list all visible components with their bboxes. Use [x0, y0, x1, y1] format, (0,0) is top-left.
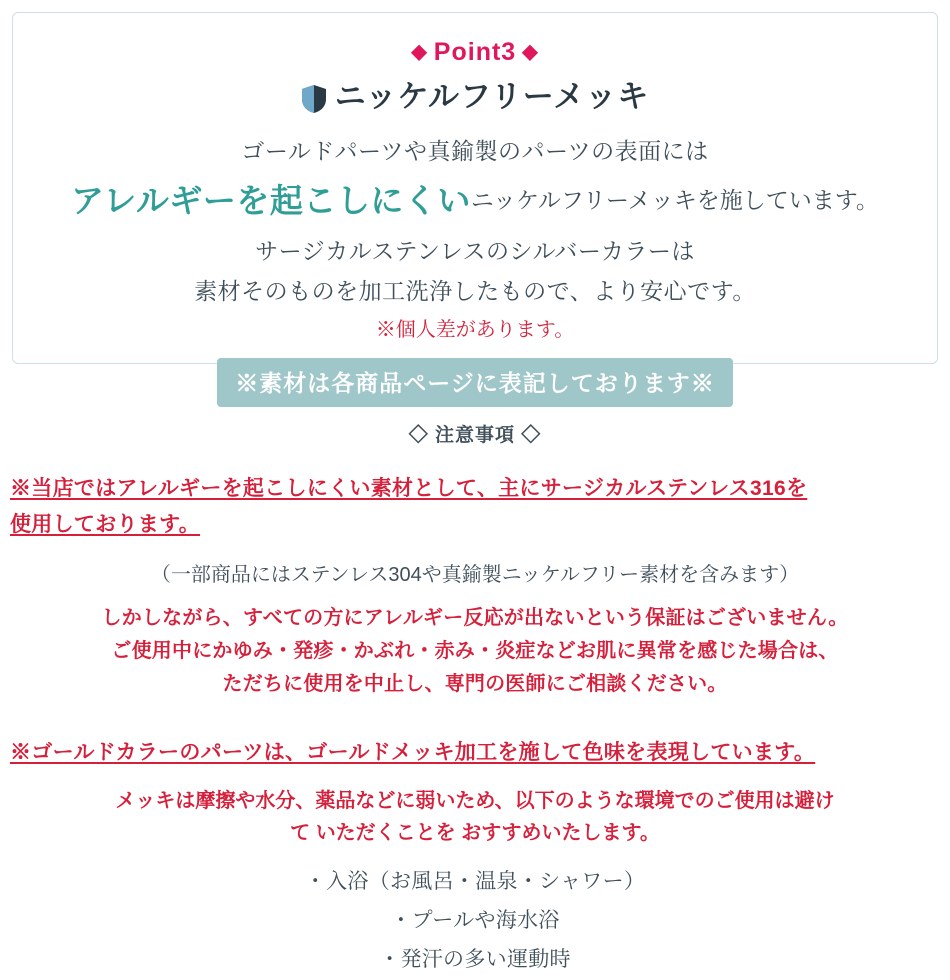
note-gold-sub-line2: いただくことを おすすめいたします。: [315, 822, 660, 845]
point3-line3: 素材そのものを加工洗浄したもので、より安心です。: [194, 278, 756, 305]
note-allergy-paragraph: [0, 602, 950, 701]
point3-individual-note: ※個人差があります。: [375, 318, 575, 341]
point3-emphasis-text: アレルギーを起こしにくい: [71, 181, 471, 219]
point3-heading: [13, 77, 937, 117]
point3-line1: ゴールドパーツや真鍮製のパーツの表面には: [241, 138, 709, 165]
point3-emphasis-tail: ニッケルフリーメッキを施しています。: [470, 186, 879, 213]
list-item: ・発汗の多い運動時: [379, 947, 571, 971]
note-allergy-headline-line2: 使用しております。: [10, 512, 201, 536]
note-allergy-para-line3: ただちに使用を中止し、専門の医師にご相談ください。: [222, 673, 728, 696]
note-allergy-headline: [0, 471, 950, 542]
shield-icon: [301, 84, 327, 114]
list-item: ・入浴（お風呂・温泉・シャワー）: [304, 870, 646, 894]
point3-title: [13, 37, 937, 67]
point3-title-text: Point3: [433, 38, 517, 66]
note-allergy-para-line1: しかしながら、すべての方にアレルギー反応が出ないという保証はございません。: [101, 607, 849, 630]
note-block-allergy: [0, 471, 950, 701]
note-gold-headline-text: ※ゴールドカラーのパーツは、ゴールドメッキ加工を施して色味を表現しています。: [10, 741, 816, 765]
note-block-gold: [0, 735, 950, 979]
notes-section: [0, 420, 950, 980]
point3-card: [12, 12, 938, 396]
note-gold-subtext: [115, 785, 835, 849]
point3-heading-text: ニッケルフリーメッキ: [334, 79, 650, 114]
note-allergy-headline-line1: ※当店ではアレルギーを起こしにくい素材として、主にサージカルステンレス316を: [10, 477, 808, 500]
note-gold-sub-line1: メッキは摩擦や水分、薬品などに弱いため、以下のような環境でのご使用は避けて: [115, 790, 835, 845]
note-gold-headline: [0, 735, 950, 771]
point3-line2: サージカルステンレスのシルバーカラーは: [255, 238, 695, 265]
diamond-right-icon: ◆: [522, 41, 539, 63]
note-allergy-para-line2: ご使用中にかゆみ・発疹・かぶれ・赤み・炎症などお肌に異常を感じた場合は、: [111, 640, 839, 663]
note-allergy-paren: （一部商品にはステンレス304や真鍮製ニッケルフリー素材を含みます）: [150, 564, 800, 587]
list-item: ・プールや海水浴: [390, 908, 560, 932]
diamond-left-icon: ◆: [411, 41, 428, 63]
notes-title: ◇ 注意事項 ◇: [408, 425, 542, 446]
note-gold-bullets: [0, 863, 950, 980]
point3-material-pill: ※素材は各商品ページに表記しております※: [217, 358, 733, 407]
point3-emphasis-line: [13, 176, 937, 226]
